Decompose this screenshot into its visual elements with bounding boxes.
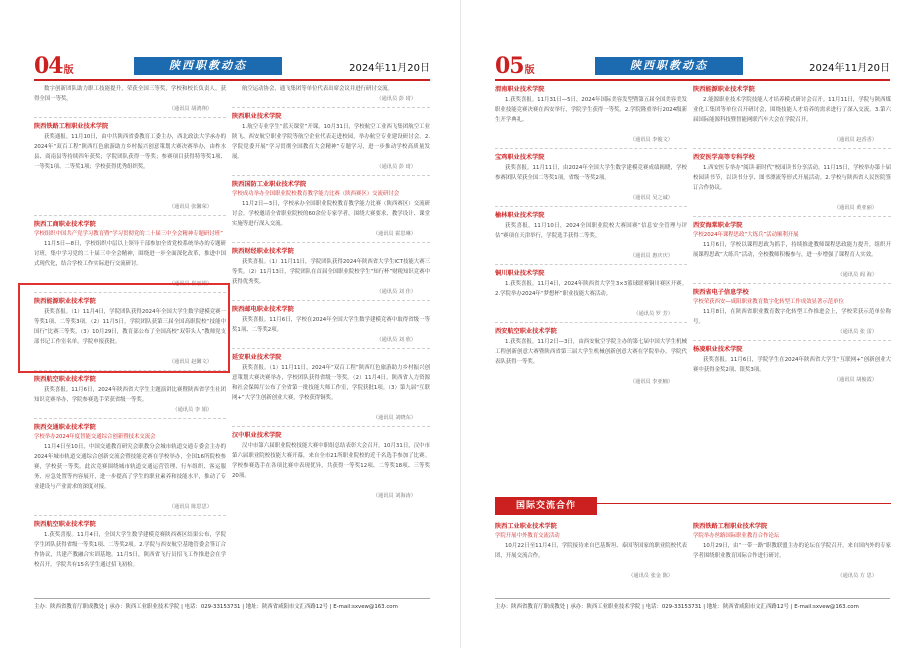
divider: [232, 426, 430, 427]
column-1: [34, 84, 226, 580]
reporter: （通讯员 刘 欣）: [376, 337, 416, 343]
article-title: 陕西国防工业职业技术学院: [232, 181, 307, 188]
column-2: [232, 84, 430, 503]
article-body: 获奖喜报。（1）11月11日，2024年“双百工程”陕西红色旅游助力乡村振兴创意策划大赛决赛举办，学校团队获得省级一等奖。（2）11月4日，陕西省人力资源和社会保障厅公布了全省第一批技能大师工作室，学院获批1项。（3）第九届“互联网+”大学生创新创业大赛，学校获得铜奖。: [232, 365, 430, 401]
reporter: （通讯员 彭 琦）: [376, 164, 416, 170]
intl-column-2: [693, 521, 891, 583]
divider: [232, 175, 430, 176]
divider: [34, 418, 226, 419]
article-body: 获奖喜报。（1）11月11日，学院团队获得2024年陕西省大学生ICT技能大赛三等奖。（2）11月13日，学院团队在首届全国职业院校学生“知行杯”财税知识竞赛中获得优秀奖。: [232, 259, 430, 285]
article-subtitle: 学校举办2024年度智能交通综合创新暨技术交流会: [34, 434, 156, 440]
divider: [34, 117, 226, 118]
article-body: 获奖喜报。11月6日，学院学生在2024年陕西省大学生“互联网+”创新创业大赛中获得金奖2项、银奖3项。: [693, 357, 891, 373]
reporter: （通讯员 霍思琳）: [372, 231, 416, 237]
article-subtitle: 学校组织中国共产党学习教育暨“学习贯彻党的二十届三中全会精神专题研讨班”: [34, 231, 223, 237]
column-2: [693, 84, 891, 387]
masthead-banner: 陕西职教动态: [134, 57, 282, 75]
article-subtitle: 学院举办丝路国际职业教育合作论坛: [693, 533, 780, 539]
divider: [693, 216, 891, 217]
footer: 主办：陕西省教育厅职成教处 | 承办：陕西工业职业技术学院 | 电话：029-33153731 | 地址：陕西省咸阳市文汇西路12号 | E-mail:sxvew@163.com: [34, 598, 430, 610]
issue-date: 2024年11月20日: [349, 63, 430, 74]
article-title: 榆林职业技术学院: [495, 212, 545, 219]
article-body: 1.获奖喜报。11月4日，2024年陕西省大学生3×3篮球联赛铜川赛区开赛。2.学院举办2024年“梦想杯”职业技能大赛活动。: [495, 281, 687, 297]
page-right: [460, 0, 920, 648]
reporter: （通讯员 李 娟）: [172, 407, 212, 413]
reporter: （通讯员 胡俊霞）: [833, 377, 877, 383]
intl-column-1: [495, 521, 687, 583]
issue-date: 2024年11月20日: [809, 63, 890, 74]
section-label: 国际交流合作: [495, 497, 597, 515]
reporter: （通讯员 张馨荣）: [168, 204, 212, 210]
article-body: 2.能源职业技术学院技能人才培养模式研讨会召开。11月11日，学院与陕西煤业化工集团等单位召开研讨会，围绕技能人才培养的需求进行了深入交流。3.第六届国际能源科技暨智能网联汽车大会在学院召开。: [693, 97, 891, 123]
article-body: 数字创新团队助力职工技能提升，荣获全国三等奖，学校和校长负责人，获得全国一等奖。: [34, 86, 226, 102]
article-title: 陕西工业职业技术学院: [495, 523, 557, 530]
divider: [693, 283, 891, 284]
article-title: 陕西航空职业技术学院: [34, 521, 96, 528]
reporter: （通讯员 刘 佳）: [376, 289, 416, 295]
reporter: （通讯员 罗 芳）: [633, 311, 673, 317]
article-body: 10月29日，由“一带一路”职教联盟主办的论坛在学院召开，来自国内外的专家学者围绕职业教育国际合作进行研讨。: [693, 543, 891, 559]
article-title: 渭南职业技术学院: [495, 86, 545, 93]
article-body: 11月2日—3日，学校承办全国职业院校教育教学能力比赛（陕西赛区）交流研讨会。学校邀请全省职业院校的60余位专家学者，围绕大赛要求、教学设计、课堂实施等进行深入交流。: [232, 201, 430, 227]
article-title: 陕西铁路工程职业技术学院: [34, 123, 109, 130]
article-body: 11月6日，学校以课程思政为抓手，持续推进教师课程思政能力提升，组织开展课程思政“大练兵”活动，全校教师积极参与，进一步增强了课程育人实效。: [693, 242, 891, 258]
reporter: （通讯员 胡鸿翔）: [168, 106, 212, 112]
article-title: 陕西能源职业技术学院: [34, 298, 96, 305]
reporter: （通讯员 方 思）: [837, 573, 877, 579]
article-body: 1.西安医专举办“阅读·新时代”校园读书分享活动。11月15日，学校举办第十届校园读书节，以读书分享、图书漂流等形式开展活动。2.学校与陕西省人民医院签订合作协议。: [693, 165, 891, 191]
article-subtitle: 学校成功举办全国职业院校教育教学能力比赛（陕西赛区）交流研讨会: [232, 191, 400, 197]
article-body: 获奖喜报。11月6日，学校在2024年全国大学生数学建模竞赛中取得省级一等奖1项、二等奖2项。: [232, 317, 430, 333]
article-title: 陕西财经职业技术学院: [232, 248, 294, 255]
article-subtitle: 学校2024年课程思政“大练兵”活动顺利开展: [693, 232, 799, 238]
divider: [495, 264, 687, 265]
reporter: （通讯员 阎 海）: [837, 272, 877, 278]
article-title: 陕西交通职业技术学院: [34, 424, 96, 431]
article-body: 10月22日至11月4日，学院接待来自巴基斯坦、泰国等国家的职业院校代表团，开展交流合作。: [495, 543, 687, 559]
divider: [232, 300, 430, 301]
article-title: 延安职业技术学院: [232, 354, 282, 361]
header-rule: [495, 79, 890, 81]
page-number: 04版: [34, 53, 74, 79]
article-title: 杨凌职业技术学院: [693, 346, 743, 353]
article-body: 11月4日至10日，中国交通教育研究会职教分会城市轨道交通专委会主办的2024年城市轨道交通综合创新交流会暨技能竞赛在学校举办，全国16所院校参赛，学校获一等奖。此次竞赛围绕城市轨道交通运营管理、行车组织、客运服务、应急处置等内容展开，进一步提高了学生的职业素养和技能水平，推动了专业建设与产业需求的深度对接。: [34, 444, 226, 490]
article-body: 获奖喜报。11月10日，2024全国职业院校大赛国赛“信息安全管理与评估”赛项在天津举行，学院选手获得二等奖。: [495, 223, 687, 239]
divider: [34, 215, 226, 216]
footer: 主办：陕西省教育厅职成教处 | 承办：陕西工业职业技术学院 | 电话：029-33153731 | 地址：陕西省咸阳市文汇西路12号 | E-mail:sxvew@163.com: [495, 598, 890, 610]
page-header: [495, 55, 890, 81]
divider: [495, 322, 687, 323]
divider: [495, 148, 687, 149]
article-body: 11月5日—8日，学校组织中层以上领导干部参加全省党校系统举办的专题研讨班，集中学习党的二十届三中全会精神，围绕进一步全面深化改革，推进中国式现代化，结合学校工作实际进行交流研讨。: [34, 241, 226, 267]
article-body: 获奖喜报。11月6日，2024年陕西省大学生主题演讲比赛暨陕西省学生社团知识竞赛举办，学院参赛选手荣获省级一等奖。: [34, 387, 226, 403]
page-header: [34, 55, 430, 81]
reporter: （通讯员 刘海涛）: [372, 493, 416, 499]
article-title: 陕西邮电职业技术学院: [232, 306, 294, 313]
divider: [232, 107, 430, 108]
divider: [34, 370, 226, 371]
article-title: 陕西职业技术学院: [232, 113, 282, 120]
reporter: （通讯员 张 雷）: [837, 329, 877, 335]
divider: [232, 348, 430, 349]
international-section-header: [495, 497, 891, 517]
article-subtitle: 学校荣获西安—咸阳职业教育数字化转型工作成效显著示范单位: [693, 299, 844, 305]
reporter: （通讯员 吴之诚）: [629, 195, 673, 201]
reporter: （通讯员 刘晓东）: [372, 415, 416, 421]
reporter: （通讯员 张金 陈）: [628, 573, 673, 579]
reporter: （通讯员 赵香香）: [833, 137, 877, 143]
reporter: （通讯员 赵馨文）: [168, 359, 212, 365]
header-rule: [34, 79, 430, 81]
reporter: （通讯员 黄亚丽）: [833, 205, 877, 211]
article-body: 获奖喜报。11月11日，由2024年全国大学生数学建模竞赛成绩揭晓，学校参赛团队荣获全国二等奖1项，省级一等奖2项。: [495, 165, 687, 181]
reporter: （通讯员 陈思思）: [168, 504, 212, 510]
article-body: 11月8日，在陕西省职业教育数字化转型工作推进会上，学校荣获示范单位称号。: [693, 309, 891, 325]
divider: [693, 148, 891, 149]
reporter: （通讯员 李俊文）: [629, 137, 673, 143]
divider: [693, 340, 891, 341]
article-body: 获奖通报。11月10日，由中共陕西省委教育工委主办，西北政法大学承办的2024年“双百工程”陕西红色旅游助力乡村振兴创意策划大赛决赛举办，由柞水县、商南县等持续四年获奖；学院团队获得一等奖；参赛项目获得特等奖1项、一等奖1项、二等奖1项；学校获得优秀组织奖。: [34, 134, 226, 170]
article-title: 陕西铁路工程职业技术学院: [693, 523, 768, 530]
article-title: 陕西能源职业技术学院: [693, 86, 755, 93]
article-title: 陕西航空职业技术学院: [34, 376, 96, 383]
article-body: 获奖喜报。（1）11月4日，学院团队获得2024年全国大学生数学建模竞赛一等奖1项、二等奖3项。（2）11月5日，学院团队获第三届全国高职院校“技能中国行”比赛三等奖。（3）10月29日，教育部公布了全国高校“双带头人”教师党支部书记工作室名单，学院申报获批。: [34, 309, 226, 345]
article-title: 宝鸡职业技术学院: [495, 154, 545, 161]
article-body: 1.获奖喜报。11月2日—3日，由西安航空学院主办的第七届中国大学生机械工程创新创意大赛暨陕西省第三届大学生机械创新创意大赛在学院举办。学院代表队获得一等奖。: [495, 339, 687, 365]
reporter: （通讯员 崔丽娟）: [168, 281, 212, 287]
masthead-banner: 陕西职教动态: [595, 57, 743, 75]
article-title: 陕西省电子信息学校: [693, 289, 749, 296]
divider: [34, 292, 226, 293]
page-number: 05版: [495, 53, 535, 79]
article-title: 西安医学高等专科学校: [693, 154, 755, 161]
divider: [232, 242, 430, 243]
reporter: （通讯员 李亚楠）: [629, 379, 673, 385]
article-title: 西安海棠职业学院: [693, 222, 743, 229]
article-body: 汉中市第六届职业院校技能大赛中职组总结表彰大会召开。10月31日，汉中市第六届职业院校技能大赛开幕，来自全市21所职业院校的近千名选手参加了比赛。学校参赛选手在各项比赛中表现优异，共获得一等奖12项、二等奖18项、三等奖20项。: [232, 443, 430, 479]
article-body: 1.获奖喜报。11月31日—5日，2024年国际美容发型暨第五届全国美容美发职业技能竞赛决赛在西安举行，学院学生获得一等奖。2.学院隆重举行2024级新生开学典礼。: [495, 97, 687, 123]
reporter: （通讯员 彭 琦）: [376, 96, 416, 102]
article-title: 汉中职业技术学院: [232, 432, 282, 439]
article-body: 1.航空专业学生“蓝天课堂”开课。10月31日，学校航空工业西飞集团航空工业陕飞、西安航空职业学院等航空企业代表走进校园，举办航空专业建设研讨会。2.学院党委开展“学习贯彻全国教育大会精神”专题学习，进一步推动学校高质量发展。: [232, 124, 430, 160]
article-body: 1.获奖喜报。11月4日，全国大学生数学建模竞赛陕西赛区结果公布，学院学生团队获得省级一等奖1项、二等奖2项。2.学院与西安航空基地管委会签订合作协议，共建产教融合实训基地。11月5日，陕西省飞行员招飞工作推进会在学校召开，学院共有15名学生通过招飞初检。: [34, 532, 226, 568]
divider: [495, 206, 687, 207]
divider: [34, 515, 226, 516]
column-1: [495, 84, 687, 389]
article-body: 航空运动协会、通飞集团等单位代表出席会议并进行研讨交流。: [242, 86, 393, 92]
reporter: （通讯员 惠庆庆）: [629, 253, 673, 259]
article-title: 西安航空职业技术学院: [495, 328, 557, 335]
article-title: 铜川职业技术学院: [495, 270, 545, 277]
article-title: 陕西工商职业技术学院: [34, 221, 96, 228]
article-subtitle: 学院开展中外教育交流活动: [495, 533, 560, 539]
